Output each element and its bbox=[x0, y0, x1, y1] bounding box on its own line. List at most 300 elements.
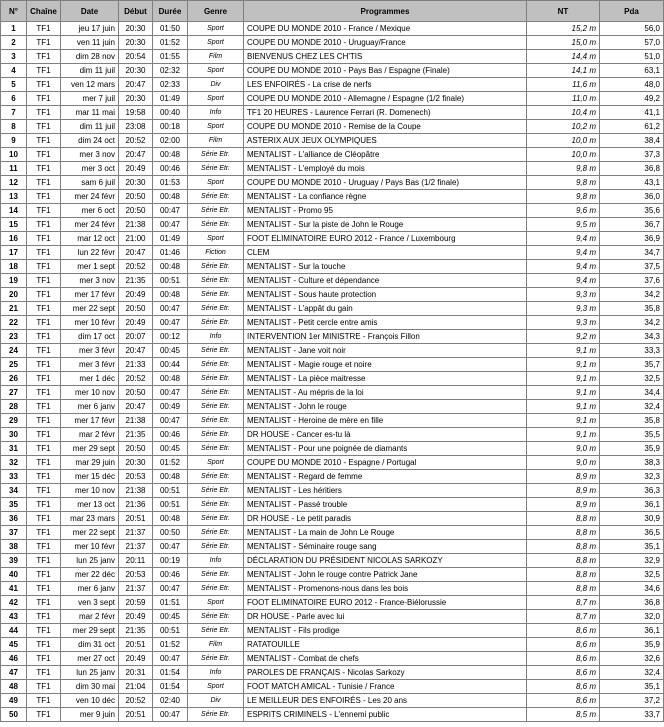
nt-cell: 10,4 m bbox=[527, 106, 600, 120]
program-cell: CLEM bbox=[244, 246, 527, 260]
nt-cell: 11,6 m bbox=[527, 78, 600, 92]
duration-cell: 00:51 bbox=[153, 498, 188, 512]
program-cell: MENTALIST - John le rouge bbox=[244, 400, 527, 414]
pda-cell: 32,4 bbox=[600, 666, 664, 680]
table-row bbox=[1, 246, 664, 260]
genre-cell: Série Etr. bbox=[188, 344, 244, 358]
nt-cell: 8,8 m bbox=[527, 540, 600, 554]
rank-cell: 48 bbox=[1, 680, 27, 694]
start-cell: 20:49 bbox=[119, 652, 153, 666]
start-cell: 20:07 bbox=[119, 330, 153, 344]
table-row bbox=[1, 64, 664, 78]
header-program: Programmes bbox=[244, 1, 527, 22]
rank-cell: 34 bbox=[1, 484, 27, 498]
start-cell: 20:50 bbox=[119, 302, 153, 316]
nt-cell: 8,6 m bbox=[527, 624, 600, 638]
date-cell: mer 22 sept bbox=[61, 302, 119, 316]
channel-cell: TF1 bbox=[27, 22, 61, 36]
date-cell: mer 22 déc bbox=[61, 568, 119, 582]
pda-cell: 36,8 bbox=[600, 162, 664, 176]
pda-cell: 63,1 bbox=[600, 64, 664, 78]
rank-cell: 43 bbox=[1, 610, 27, 624]
genre-cell: Film bbox=[188, 638, 244, 652]
table-row bbox=[1, 484, 664, 498]
table-row bbox=[1, 316, 664, 330]
pda-cell: 36,1 bbox=[600, 498, 664, 512]
duration-cell: 00:51 bbox=[153, 274, 188, 288]
pda-cell: 35,9 bbox=[600, 442, 664, 456]
rank-cell: 5 bbox=[1, 78, 27, 92]
program-cell: LE MEILLEUR DES ENFOIRÉS - Les 20 ans bbox=[244, 694, 527, 708]
date-cell: ven 3 sept bbox=[61, 596, 119, 610]
start-cell: 20:52 bbox=[119, 694, 153, 708]
table-row bbox=[1, 694, 664, 708]
start-cell: 20:30 bbox=[119, 456, 153, 470]
date-cell: mar 2 févr bbox=[61, 428, 119, 442]
genre-cell: Série Etr. bbox=[188, 204, 244, 218]
pda-cell: 36,7 bbox=[600, 218, 664, 232]
channel-cell: TF1 bbox=[27, 540, 61, 554]
date-cell: ven 12 mars bbox=[61, 78, 119, 92]
start-cell: 21:38 bbox=[119, 484, 153, 498]
header-start: Début bbox=[119, 1, 153, 22]
nt-cell: 8,6 m bbox=[527, 652, 600, 666]
channel-cell: TF1 bbox=[27, 386, 61, 400]
table-row bbox=[1, 274, 664, 288]
table-row bbox=[1, 120, 664, 134]
nt-cell: 8,8 m bbox=[527, 554, 600, 568]
pda-cell: 32,0 bbox=[600, 610, 664, 624]
duration-cell: 00:46 bbox=[153, 568, 188, 582]
table-row bbox=[1, 134, 664, 148]
date-cell: mer 1 déc bbox=[61, 372, 119, 386]
program-cell: MENTALIST - Promo 95 bbox=[244, 204, 527, 218]
channel-cell: TF1 bbox=[27, 120, 61, 134]
rank-cell: 10 bbox=[1, 148, 27, 162]
program-cell: BIENVENUS CHEZ LES CH'TIS bbox=[244, 50, 527, 64]
channel-cell: TF1 bbox=[27, 400, 61, 414]
channel-cell: TF1 bbox=[27, 708, 61, 722]
genre-cell: Film bbox=[188, 50, 244, 64]
start-cell: 20:47 bbox=[119, 246, 153, 260]
nt-cell: 9,4 m bbox=[527, 232, 600, 246]
nt-cell: 14,1 m bbox=[527, 64, 600, 78]
table-row bbox=[1, 218, 664, 232]
duration-cell: 01:55 bbox=[153, 50, 188, 64]
start-cell: 21:38 bbox=[119, 414, 153, 428]
program-cell: DR HOUSE - Cancer es-tu là bbox=[244, 428, 527, 442]
channel-cell: TF1 bbox=[27, 302, 61, 316]
table-row bbox=[1, 708, 664, 722]
pda-cell: 32,4 bbox=[600, 400, 664, 414]
duration-cell: 00:45 bbox=[153, 610, 188, 624]
channel-cell: TF1 bbox=[27, 568, 61, 582]
date-cell: lun 25 janv bbox=[61, 554, 119, 568]
rank-cell: 47 bbox=[1, 666, 27, 680]
nt-cell: 9,6 m bbox=[527, 204, 600, 218]
program-cell: COUPE DU MONDE 2010 - Pays Bas / Espagne (Finale) bbox=[244, 64, 527, 78]
genre-cell: Série Etr. bbox=[188, 358, 244, 372]
pda-cell: 32,9 bbox=[600, 554, 664, 568]
start-cell: 21:36 bbox=[119, 498, 153, 512]
start-cell: 20:50 bbox=[119, 386, 153, 400]
duration-cell: 01:51 bbox=[153, 596, 188, 610]
duration-cell: 02:32 bbox=[153, 64, 188, 78]
start-cell: 20:47 bbox=[119, 148, 153, 162]
start-cell: 20:53 bbox=[119, 470, 153, 484]
start-cell: 21:35 bbox=[119, 428, 153, 442]
channel-cell: TF1 bbox=[27, 148, 61, 162]
genre-cell: Sport bbox=[188, 64, 244, 78]
table-row bbox=[1, 22, 664, 36]
date-cell: dim 31 oct bbox=[61, 638, 119, 652]
duration-cell: 00:45 bbox=[153, 344, 188, 358]
pda-cell: 34,7 bbox=[600, 246, 664, 260]
start-cell: 20:51 bbox=[119, 708, 153, 722]
duration-cell: 01:52 bbox=[153, 638, 188, 652]
rank-cell: 35 bbox=[1, 498, 27, 512]
nt-cell: 8,6 m bbox=[527, 666, 600, 680]
start-cell: 20:47 bbox=[119, 344, 153, 358]
genre-cell: Série Etr. bbox=[188, 442, 244, 456]
header-nt: NT bbox=[527, 1, 600, 22]
rank-cell: 11 bbox=[1, 162, 27, 176]
pda-cell: 35,1 bbox=[600, 680, 664, 694]
date-cell: mer 10 févr bbox=[61, 540, 119, 554]
genre-cell: Sport bbox=[188, 232, 244, 246]
table-row bbox=[1, 596, 664, 610]
nt-cell: 8,9 m bbox=[527, 470, 600, 484]
genre-cell: Sport bbox=[188, 680, 244, 694]
pda-cell: 35,5 bbox=[600, 428, 664, 442]
table-row bbox=[1, 344, 664, 358]
header-row bbox=[1, 1, 664, 22]
genre-cell: Série Etr. bbox=[188, 274, 244, 288]
duration-cell: 02:33 bbox=[153, 78, 188, 92]
channel-cell: TF1 bbox=[27, 64, 61, 78]
program-cell: MENTALIST - Magie rouge et noire bbox=[244, 358, 527, 372]
program-cell: MENTALIST - Séminaire rouge sang bbox=[244, 540, 527, 554]
duration-cell: 00:48 bbox=[153, 512, 188, 526]
duration-cell: 00:48 bbox=[153, 470, 188, 484]
channel-cell: TF1 bbox=[27, 288, 61, 302]
duration-cell: 00:47 bbox=[153, 316, 188, 330]
rank-cell: 25 bbox=[1, 358, 27, 372]
date-cell: dim 24 oct bbox=[61, 134, 119, 148]
genre-cell: Sport bbox=[188, 456, 244, 470]
program-cell: MENTALIST - La confiance règne bbox=[244, 190, 527, 204]
nt-cell: 8,9 m bbox=[527, 484, 600, 498]
pda-cell: 34,2 bbox=[600, 316, 664, 330]
genre-cell: Fiction bbox=[188, 246, 244, 260]
genre-cell: Sport bbox=[188, 596, 244, 610]
duration-cell: 00:47 bbox=[153, 582, 188, 596]
date-cell: mer 3 févr bbox=[61, 358, 119, 372]
header-channel: Chaîne bbox=[27, 1, 61, 22]
table-row bbox=[1, 330, 664, 344]
date-cell: dim 28 nov bbox=[61, 50, 119, 64]
duration-cell: 00:46 bbox=[153, 428, 188, 442]
table-row bbox=[1, 50, 664, 64]
nt-cell: 15,0 m bbox=[527, 36, 600, 50]
program-cell: MENTALIST - Sur la piste de John le Rouge bbox=[244, 218, 527, 232]
channel-cell: TF1 bbox=[27, 344, 61, 358]
start-cell: 20:51 bbox=[119, 638, 153, 652]
nt-cell: 9,2 m bbox=[527, 330, 600, 344]
date-cell: mer 6 oct bbox=[61, 204, 119, 218]
start-cell: 20:30 bbox=[119, 92, 153, 106]
genre-cell: Série Etr. bbox=[188, 190, 244, 204]
rank-cell: 7 bbox=[1, 106, 27, 120]
duration-cell: 01:53 bbox=[153, 176, 188, 190]
start-cell: 20:31 bbox=[119, 666, 153, 680]
program-cell: MENTALIST - Au mépris de la loi bbox=[244, 386, 527, 400]
rank-cell: 3 bbox=[1, 50, 27, 64]
header-pda: Pda bbox=[600, 1, 664, 22]
duration-cell: 01:54 bbox=[153, 666, 188, 680]
channel-cell: TF1 bbox=[27, 456, 61, 470]
date-cell: mer 22 sept bbox=[61, 526, 119, 540]
duration-cell: 01:49 bbox=[153, 232, 188, 246]
table-row bbox=[1, 190, 664, 204]
channel-cell: TF1 bbox=[27, 414, 61, 428]
table-row bbox=[1, 106, 664, 120]
date-cell: mar 11 mai bbox=[61, 106, 119, 120]
rank-cell: 1 bbox=[1, 22, 27, 36]
rank-cell: 27 bbox=[1, 386, 27, 400]
genre-cell: Série Etr. bbox=[188, 470, 244, 484]
date-cell: mer 29 sept bbox=[61, 442, 119, 456]
program-cell: MENTALIST - Culture et dépendance bbox=[244, 274, 527, 288]
nt-cell: 8,6 m bbox=[527, 680, 600, 694]
duration-cell: 00:51 bbox=[153, 484, 188, 498]
program-cell: MENTALIST - La main de John Le Rouge bbox=[244, 526, 527, 540]
nt-cell: 9,8 m bbox=[527, 190, 600, 204]
program-cell: MENTALIST - Combat de chefs bbox=[244, 652, 527, 666]
rank-cell: 40 bbox=[1, 568, 27, 582]
channel-cell: TF1 bbox=[27, 526, 61, 540]
pda-cell: 30,9 bbox=[600, 512, 664, 526]
duration-cell: 02:00 bbox=[153, 134, 188, 148]
program-cell: MENTALIST - Regard de femme bbox=[244, 470, 527, 484]
duration-cell: 00:12 bbox=[153, 330, 188, 344]
pda-cell: 41,1 bbox=[600, 106, 664, 120]
nt-cell: 15,2 m bbox=[527, 22, 600, 36]
genre-cell: Série Etr. bbox=[188, 414, 244, 428]
channel-cell: TF1 bbox=[27, 274, 61, 288]
table-body bbox=[1, 22, 664, 722]
table-row bbox=[1, 162, 664, 176]
pda-cell: 56,0 bbox=[600, 22, 664, 36]
duration-cell: 00:40 bbox=[153, 106, 188, 120]
start-cell: 21:38 bbox=[119, 218, 153, 232]
start-cell: 23:08 bbox=[119, 120, 153, 134]
table-row bbox=[1, 526, 664, 540]
rank-cell: 15 bbox=[1, 218, 27, 232]
genre-cell: Série Etr. bbox=[188, 400, 244, 414]
rank-cell: 22 bbox=[1, 316, 27, 330]
rank-cell: 36 bbox=[1, 512, 27, 526]
genre-cell: Série Etr. bbox=[188, 218, 244, 232]
start-cell: 20:30 bbox=[119, 36, 153, 50]
pda-cell: 35,6 bbox=[600, 204, 664, 218]
table-row bbox=[1, 568, 664, 582]
rank-cell: 13 bbox=[1, 190, 27, 204]
date-cell: mer 3 nov bbox=[61, 148, 119, 162]
rank-cell: 32 bbox=[1, 456, 27, 470]
program-cell: MENTALIST - Sous haute protection bbox=[244, 288, 527, 302]
duration-cell: 00:47 bbox=[153, 302, 188, 316]
channel-cell: TF1 bbox=[27, 50, 61, 64]
date-cell: mer 17 févr bbox=[61, 288, 119, 302]
table-row bbox=[1, 288, 664, 302]
rank-cell: 29 bbox=[1, 414, 27, 428]
channel-cell: TF1 bbox=[27, 596, 61, 610]
duration-cell: 00:47 bbox=[153, 540, 188, 554]
date-cell: mer 10 févr bbox=[61, 316, 119, 330]
start-cell: 21:35 bbox=[119, 274, 153, 288]
nt-cell: 9,0 m bbox=[527, 456, 600, 470]
start-cell: 21:37 bbox=[119, 540, 153, 554]
rank-cell: 41 bbox=[1, 582, 27, 596]
header-date: Date bbox=[61, 1, 119, 22]
channel-cell: TF1 bbox=[27, 442, 61, 456]
start-cell: 20:49 bbox=[119, 610, 153, 624]
duration-cell: 01:52 bbox=[153, 456, 188, 470]
program-cell: COUPE DU MONDE 2010 - Espagne / Portugal bbox=[244, 456, 527, 470]
program-cell: MENTALIST - Jane voit noir bbox=[244, 344, 527, 358]
program-cell: ASTERIX AUX JEUX OLYMPIQUES bbox=[244, 134, 527, 148]
date-cell: dim 30 mai bbox=[61, 680, 119, 694]
pda-cell: 36,1 bbox=[600, 624, 664, 638]
genre-cell: Série Etr. bbox=[188, 260, 244, 274]
table-row bbox=[1, 260, 664, 274]
rank-cell: 4 bbox=[1, 64, 27, 78]
start-cell: 20:52 bbox=[119, 134, 153, 148]
nt-cell: 10,0 m bbox=[527, 148, 600, 162]
genre-cell: Série Etr. bbox=[188, 624, 244, 638]
program-cell: COUPE DU MONDE 2010 - France / Mexique bbox=[244, 22, 527, 36]
program-cell: FOOT ELIMINATOIRE EURO 2012 - France / Luxembourg bbox=[244, 232, 527, 246]
genre-cell: Série Etr. bbox=[188, 148, 244, 162]
genre-cell: Série Etr. bbox=[188, 288, 244, 302]
channel-cell: TF1 bbox=[27, 624, 61, 638]
genre-cell: Série Etr. bbox=[188, 582, 244, 596]
rank-cell: 18 bbox=[1, 260, 27, 274]
genre-cell: Sport bbox=[188, 22, 244, 36]
table-row bbox=[1, 428, 664, 442]
genre-cell: Série Etr. bbox=[188, 652, 244, 666]
program-cell: RATATOUILLE bbox=[244, 638, 527, 652]
program-cell: TF1 20 HEURES - Laurence Ferrari (R. Domenech) bbox=[244, 106, 527, 120]
start-cell: 20:49 bbox=[119, 162, 153, 176]
start-cell: 20:49 bbox=[119, 316, 153, 330]
date-cell: mer 10 nov bbox=[61, 484, 119, 498]
channel-cell: TF1 bbox=[27, 316, 61, 330]
start-cell: 20:47 bbox=[119, 78, 153, 92]
genre-cell: Série Etr. bbox=[188, 610, 244, 624]
program-cell: COUPE DU MONDE 2010 - Uruguay / Pays Bas (1/2 finale) bbox=[244, 176, 527, 190]
date-cell: mer 1 sept bbox=[61, 260, 119, 274]
duration-cell: 00:47 bbox=[153, 204, 188, 218]
genre-cell: Série Etr. bbox=[188, 540, 244, 554]
date-cell: mar 12 oct bbox=[61, 232, 119, 246]
table-row bbox=[1, 386, 664, 400]
program-cell: MENTALIST - La pièce maitresse bbox=[244, 372, 527, 386]
nt-cell: 9,8 m bbox=[527, 176, 600, 190]
date-cell: mer 17 févr bbox=[61, 414, 119, 428]
nt-cell: 8,9 m bbox=[527, 498, 600, 512]
duration-cell: 00:47 bbox=[153, 414, 188, 428]
duration-cell: 02:40 bbox=[153, 694, 188, 708]
table-row bbox=[1, 680, 664, 694]
date-cell: dim 17 oct bbox=[61, 330, 119, 344]
channel-cell: TF1 bbox=[27, 190, 61, 204]
rank-cell: 31 bbox=[1, 442, 27, 456]
date-cell: dim 11 juil bbox=[61, 120, 119, 134]
genre-cell: Info bbox=[188, 666, 244, 680]
channel-cell: TF1 bbox=[27, 162, 61, 176]
date-cell: mer 6 janv bbox=[61, 582, 119, 596]
duration-cell: 00:19 bbox=[153, 554, 188, 568]
pda-cell: 35,1 bbox=[600, 540, 664, 554]
table-row bbox=[1, 582, 664, 596]
start-cell: 20:30 bbox=[119, 22, 153, 36]
pda-cell: 48,0 bbox=[600, 78, 664, 92]
table-row bbox=[1, 512, 664, 526]
program-cell: MENTALIST - Sur la touche bbox=[244, 260, 527, 274]
duration-cell: 01:54 bbox=[153, 680, 188, 694]
start-cell: 21:00 bbox=[119, 232, 153, 246]
nt-cell: 9,0 m bbox=[527, 442, 600, 456]
rank-cell: 26 bbox=[1, 372, 27, 386]
program-cell: LES ENFOIRÉS - La crise de nerfs bbox=[244, 78, 527, 92]
rank-cell: 24 bbox=[1, 344, 27, 358]
nt-cell: 9,1 m bbox=[527, 358, 600, 372]
header-genre: Genre bbox=[188, 1, 244, 22]
date-cell: mer 24 févr bbox=[61, 190, 119, 204]
duration-cell: 00:51 bbox=[153, 624, 188, 638]
nt-cell: 9,1 m bbox=[527, 386, 600, 400]
duration-cell: 00:18 bbox=[153, 120, 188, 134]
nt-cell: 8,6 m bbox=[527, 638, 600, 652]
pda-cell: 34,3 bbox=[600, 330, 664, 344]
table-row bbox=[1, 652, 664, 666]
duration-cell: 01:46 bbox=[153, 246, 188, 260]
date-cell: mer 3 oct bbox=[61, 162, 119, 176]
program-cell: MENTALIST - Promenons-nous dans les bois bbox=[244, 582, 527, 596]
rank-cell: 23 bbox=[1, 330, 27, 344]
channel-cell: TF1 bbox=[27, 358, 61, 372]
duration-cell: 00:44 bbox=[153, 358, 188, 372]
duration-cell: 00:47 bbox=[153, 218, 188, 232]
channel-cell: TF1 bbox=[27, 484, 61, 498]
genre-cell: Film bbox=[188, 134, 244, 148]
header-duration: Durée bbox=[153, 1, 188, 22]
date-cell: jeu 17 juin bbox=[61, 22, 119, 36]
channel-cell: TF1 bbox=[27, 372, 61, 386]
pda-cell: 51,0 bbox=[600, 50, 664, 64]
table-row bbox=[1, 470, 664, 484]
date-cell: mer 15 déc bbox=[61, 470, 119, 484]
rank-cell: 33 bbox=[1, 470, 27, 484]
start-cell: 21:33 bbox=[119, 358, 153, 372]
pda-cell: 36,0 bbox=[600, 190, 664, 204]
genre-cell: Série Etr. bbox=[188, 162, 244, 176]
rank-cell: 20 bbox=[1, 288, 27, 302]
rank-cell: 6 bbox=[1, 92, 27, 106]
table-row bbox=[1, 498, 664, 512]
